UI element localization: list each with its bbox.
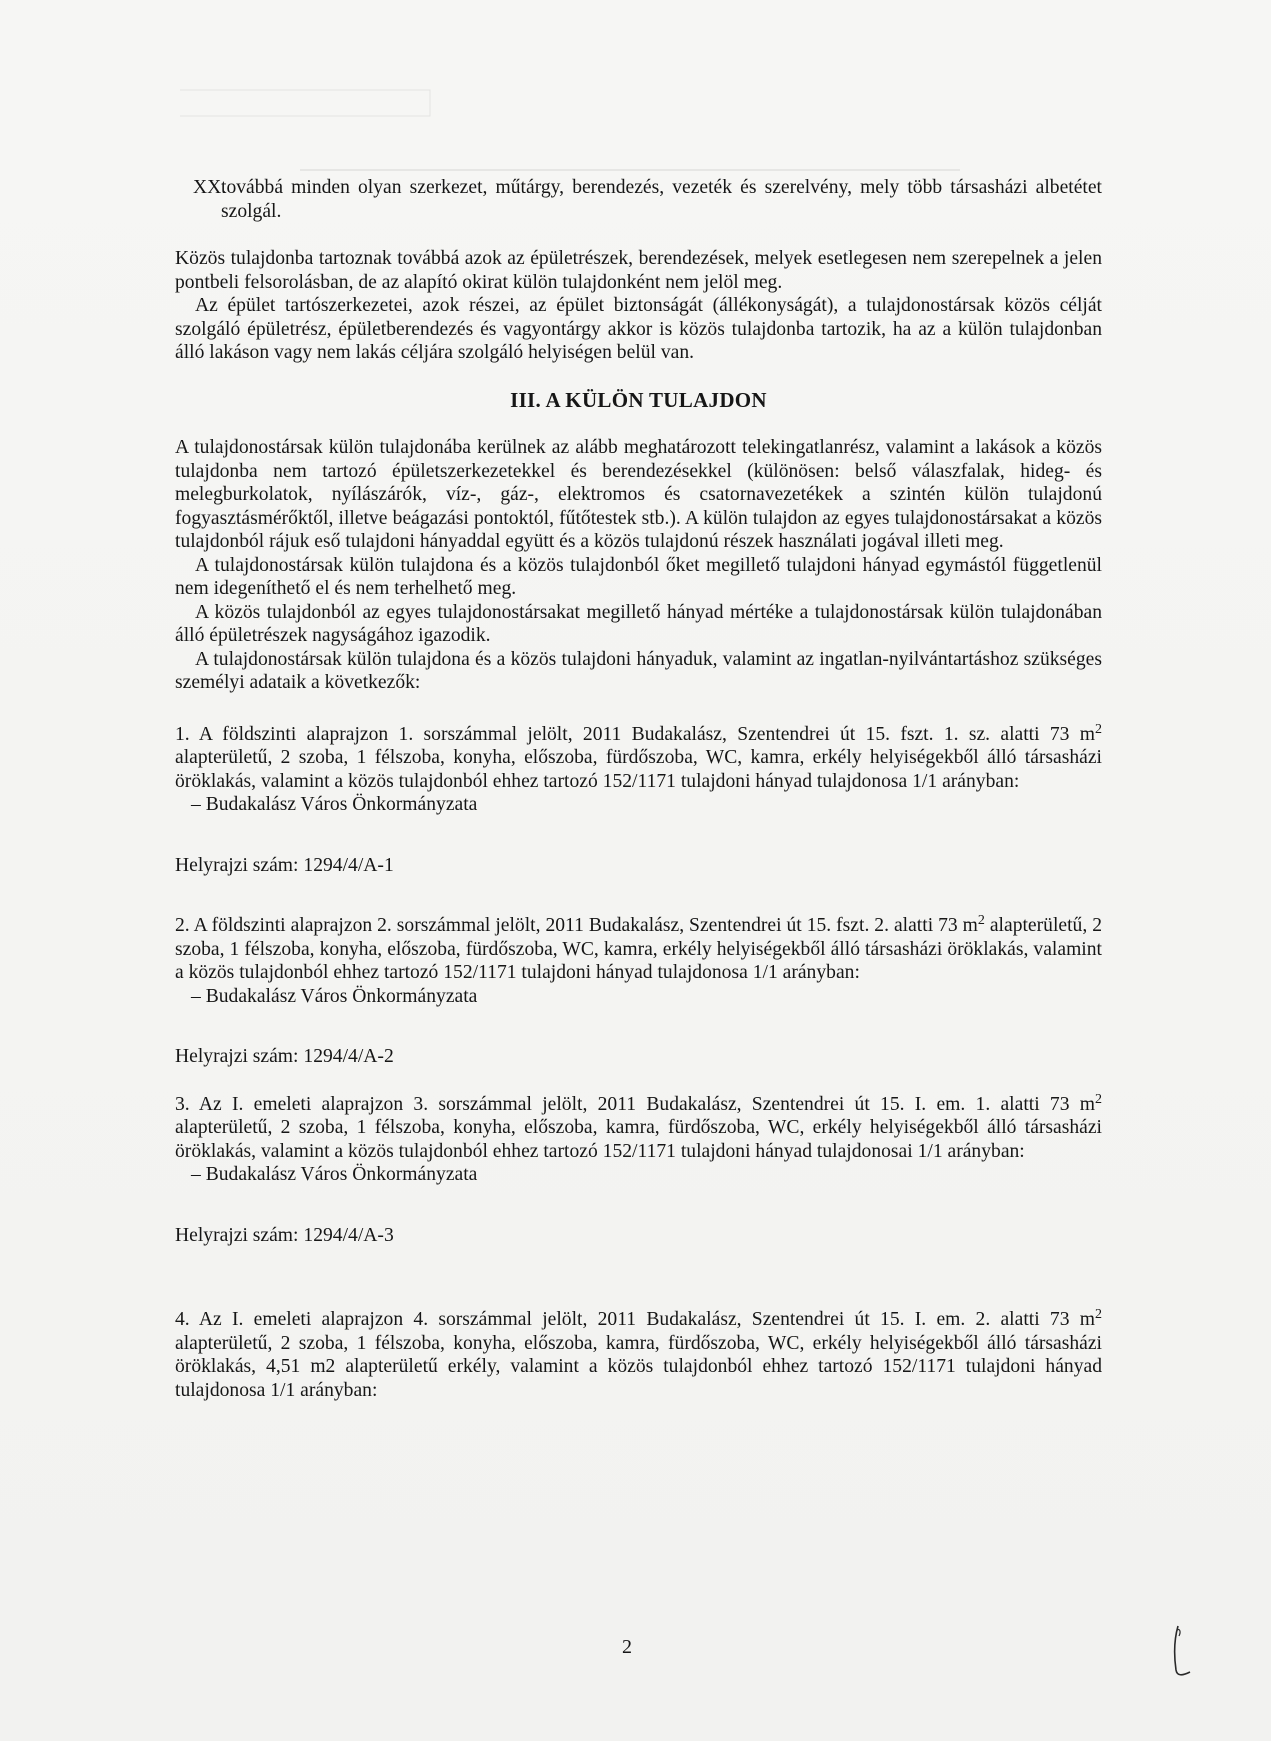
- unit-text: alapterületű, 2 szoba, 1 félszoba, konyha, előszoba, kamra, fürdőszoba, WC, erkély helyiségekből álló társasházi öröklakás, 4,51 m2 alapterületű erkély, valamint a közös tulajdonból ehhez tartozó 152/1171 tulajdoni hányad tulajdonosa 1/1 arányban:: [175, 1332, 1102, 1401]
- page-number: 2: [622, 1636, 632, 1658]
- unit-sup: 2: [1095, 1091, 1102, 1107]
- unit-text: 2. A földszinti alaprajzon 2. sorszámmal jelölt, 2011 Budakalász, Szentendrei út 15. fszt. 2. alatti 73 m: [175, 915, 978, 936]
- document-body: [175, 176, 1102, 1402]
- list-item-text: továbbá minden olyan szerkezet, műtárgy, berendezés, vezeték és szerelvény, mely több társasházi albetétet szolgál.: [221, 177, 1102, 222]
- unit-owner: – Budakalász Város Önkormányzata: [191, 985, 478, 1007]
- unit-owner: – Budakalász Város Önkormányzata: [191, 794, 478, 815]
- unit-description: [175, 1093, 1102, 1164]
- unit-sup: 2: [1095, 1307, 1102, 1322]
- common-paragraph-2: Az épület tartószerkezetei, azok részei, az épület biztonságát (állékonyságát), a tulajdonostársak közös célját szolgáló épületrész, épületberendezés és vagyontárgy akkor is közös tulajdonba tartozik, ha az a külön tulajdonban álló lakáson vagy nem lakás céljára szolgáló helyiségen belül van.: [175, 295, 1102, 363]
- section-heading: III. A KÜLÖN TULAJDON: [510, 387, 767, 412]
- unit-owner: – Budakalász Város Önkormányzata: [191, 1164, 478, 1185]
- list-item-number: XX.: [193, 177, 227, 198]
- unit-text: 1. A földszinti alaprajzon 1. sorszámmal jelölt, 2011 Budakalász, Szentendrei út 15. fszt. 1. sz. alatti 73 m: [175, 723, 1095, 745]
- unit-sup: 2: [977, 913, 985, 928]
- list-item-xx: [175, 176, 1102, 223]
- unit-description: [175, 1308, 1102, 1402]
- section-paragraph: A tulajdonostársak külön tulajdona és a közös tulajdoni hányaduk, valamint az ingatlan-nyilvántartáshoz szükséges személyi adataik a következők:: [175, 648, 1102, 693]
- unit-parcel-number: Helyrajzi szám: 1294/4/A-3: [175, 1224, 394, 1246]
- section-paragraph: A közös tulajdonból az egyes tulajdonostársakat megillető hányad mértéke a tulajdonostársak külön tulajdonában álló épületrészek nagyságához igazodik.: [175, 601, 1102, 646]
- unit-parcel-number: Helyrajzi szám: 1294/4/A-1: [175, 854, 394, 876]
- unit-text: alapterületű, 2 szoba, 1 félszoba, konyha, előszoba, kamra, fürdőszoba, WC, erkély helyiségekből álló társasházi öröklakás, valamint a közös tulajdonból ehhez tartozó 152/1171 tulajdoni hányad tulajdonosai 1/1 arányban:: [175, 1117, 1102, 1162]
- unit-text: alapterületű, 2 szoba, 1 félszoba, konyha, előszoba, fürdőszoba, WC, kamra, erkély helyiségekből álló társasházi öröklakás, valamint a közös tulajdonból ehhez tartozó 152/1171 tulajdoni hányad tulajdonosa 1/1 arányban:: [175, 915, 1102, 983]
- signature-initial-icon: [1168, 1620, 1198, 1680]
- section-paragraph: A tulajdonostársak külön tulajdona és a közös tulajdonból őket megillető tulajdoni hányad egymástól függetlenül nem idegeníthető el és nem terhelhető meg.: [175, 554, 1102, 599]
- unit-description: [175, 914, 1102, 985]
- scan-show-through: [180, 60, 1080, 180]
- unit-sup: 2: [1095, 721, 1102, 737]
- unit-text: alapterületű, 2 szoba, 1 félszoba, konyha, előszoba, fürdőszoba, WC, kamra, erkély helyiségekből álló társasházi öröklakás, valamint a közös tulajdonból ehhez tartozó 152/1171 tulajdoni hányad tulajdonosa 1/1 arányban:: [175, 747, 1102, 792]
- common-paragraph-1: Közös tulajdonba tartoznak továbbá azok az épületrészek, berendezések, melyek esetlegesen nem szerepelnek a jelen pontbeli felsorolásban, de az alapító okirat külön tulajdonként nem jelöl meg.: [175, 248, 1102, 293]
- section-paragraph: A tulajdonostársak külön tulajdonába kerülnek az alább meghatározott telekingatlanrész, valamint a lakások a közös tulajdonba nem tartozó épületszerkezetekkel és berendezésekkel (különösen: belső válaszfalak, hideg- és melegburkolatok, nyílászárók, víz-, gáz-, elektromos és csatornavezetékek a szintén külön tulajdonú fogyasztásmérőktől, illetve beágazási pontoktól, fűtőtestek stb.). A külön tulajdon az egyes tulajdonostársakat a közös tulajdonból rájuk eső tulajdoni hányaddal együtt és a közös tulajdonú részek használati jogával illeti meg.: [175, 437, 1102, 552]
- unit-parcel-number: Helyrajzi szám: 1294/4/A-2: [175, 1046, 394, 1067]
- unit-text: 3. Az I. emeleti alaprajzon 3. sorszámmal jelölt, 2011 Budakalász, Szentendrei út 15. I. em. 1. alatti 73 m: [175, 1093, 1095, 1115]
- unit-description: [175, 723, 1102, 794]
- unit-text: 4. Az I. emeleti alaprajzon 4. sorszámmal jelölt, 2011 Budakalász, Szentendrei út 15. I. em. 2. alatti 73 m: [175, 1309, 1095, 1330]
